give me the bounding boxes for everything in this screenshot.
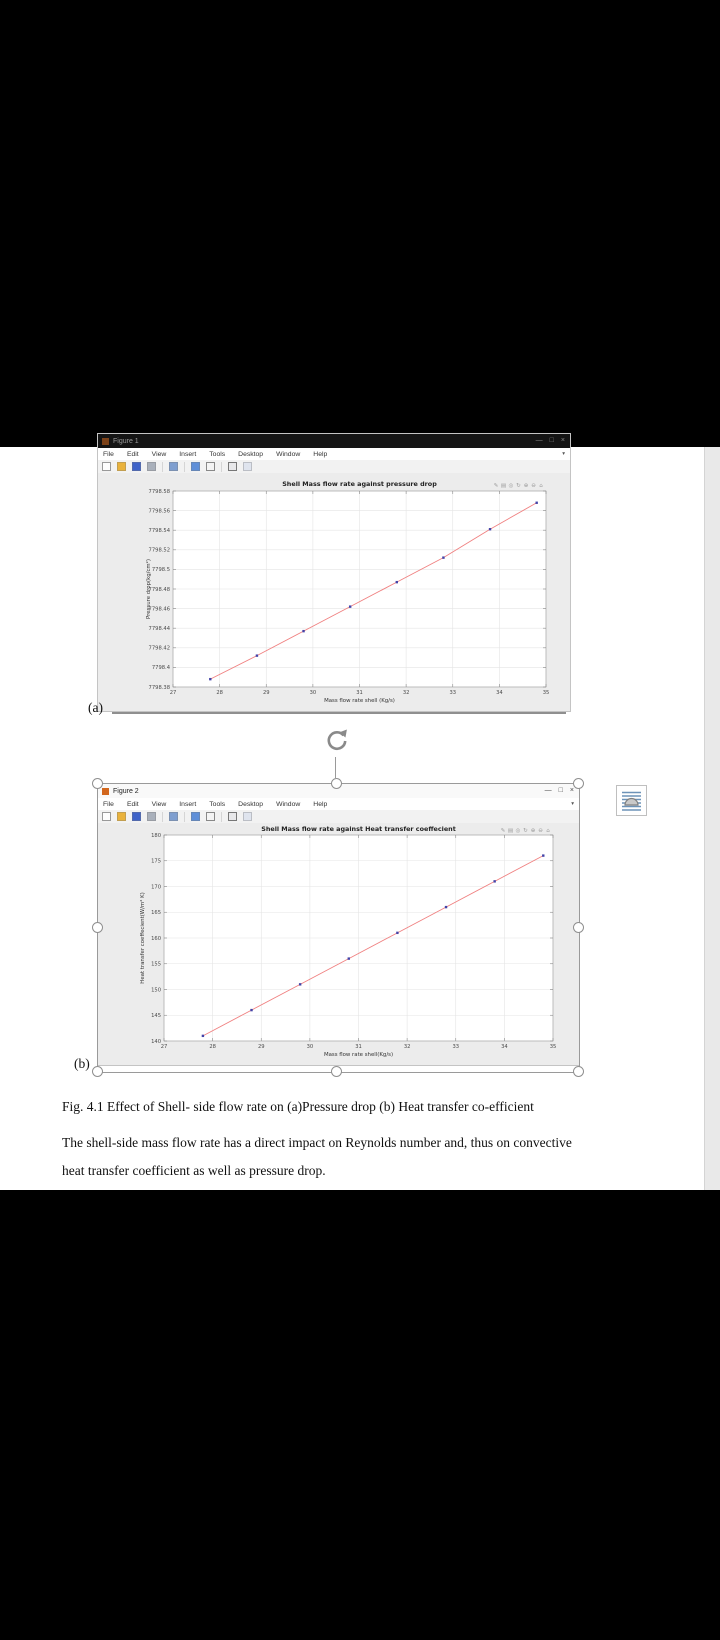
edit-plot-icon[interactable]: ✎ xyxy=(493,483,499,489)
minimize-icon[interactable]: — xyxy=(535,437,543,444)
rotation-handle-stem xyxy=(335,757,336,778)
svg-text:29: 29 xyxy=(257,1044,265,1050)
window-title: Figure 2 xyxy=(113,787,139,795)
figure1-titlebar xyxy=(98,434,570,448)
svg-text:175: 175 xyxy=(151,858,161,865)
toolbar-separator xyxy=(184,462,185,472)
edit-plot-icon[interactable] xyxy=(228,462,237,471)
figure1-menubar xyxy=(98,448,570,460)
svg-text:31: 31 xyxy=(356,690,363,696)
menu-item-help[interactable]: Help xyxy=(313,800,328,808)
zoom-out-icon[interactable]: ⊖ xyxy=(531,483,536,489)
svg-text:7798.38: 7798.38 xyxy=(148,684,170,691)
svg-text:28: 28 xyxy=(216,690,223,696)
selection-handle-top-left[interactable] xyxy=(92,778,103,789)
matlab-figure2-window xyxy=(97,783,580,1066)
text-wrap-icon xyxy=(621,790,642,811)
menu-overflow-icon[interactable]: ▾ xyxy=(562,451,565,457)
selection-handle-top-center[interactable] xyxy=(331,778,342,789)
data-cursor-icon[interactable] xyxy=(243,812,252,821)
figure-a-divider-line xyxy=(112,712,566,714)
link-plot-icon[interactable] xyxy=(169,812,178,821)
menu-item-desktop[interactable]: Desktop xyxy=(238,800,264,808)
restore-view-icon[interactable]: ⌂ xyxy=(539,483,543,489)
toolbar-separator xyxy=(221,462,222,472)
toolbar-separator xyxy=(184,812,185,822)
menu-item-window[interactable]: Window xyxy=(276,450,301,458)
svg-text:Shell Mass flow rate against H: Shell Mass flow rate against Heat transfer coeffecient xyxy=(261,825,456,833)
svg-text:32: 32 xyxy=(403,1044,411,1050)
rotate-handle-icon[interactable] xyxy=(321,726,351,756)
layout-options-button[interactable] xyxy=(616,785,647,816)
brush-data-icon[interactable]: ▤ xyxy=(507,828,514,834)
minimize-icon[interactable]: — xyxy=(544,787,552,794)
maximize-icon[interactable]: □ xyxy=(558,787,563,794)
open-file-icon[interactable] xyxy=(117,462,126,471)
maximize-icon[interactable]: □ xyxy=(549,437,554,444)
svg-text:7798.42: 7798.42 xyxy=(148,645,170,652)
matlab-app-icon xyxy=(102,788,109,795)
selection-handle-middle-right[interactable] xyxy=(573,922,584,933)
body-paragraph-line2: heat transfer coefficient as well as pressure drop. xyxy=(62,1163,326,1178)
svg-text:34: 34 xyxy=(496,690,503,696)
figure2-plot-area xyxy=(98,823,579,1065)
selection-handle-bottom-left[interactable] xyxy=(92,1066,103,1077)
svg-text:7798.56: 7798.56 xyxy=(148,508,170,515)
heat-transfer-chart xyxy=(98,823,581,1067)
pressure-drop-chart xyxy=(98,473,572,713)
svg-text:27: 27 xyxy=(169,690,177,696)
menu-item-insert[interactable]: Insert xyxy=(179,450,197,458)
svg-text:155: 155 xyxy=(151,961,161,968)
svg-text:170: 170 xyxy=(151,884,161,891)
menu-item-file[interactable]: File xyxy=(103,800,114,808)
selection-handle-bottom-right[interactable] xyxy=(573,1066,584,1077)
toolbar-separator xyxy=(221,812,222,822)
link-plot-icon[interactable] xyxy=(169,462,178,471)
svg-text:29: 29 xyxy=(262,690,270,696)
scrollbar[interactable] xyxy=(704,447,720,1190)
svg-text:7798.4: 7798.4 xyxy=(151,665,170,672)
svg-text:33: 33 xyxy=(452,1044,460,1050)
svg-text:33: 33 xyxy=(449,690,457,696)
menu-item-insert[interactable]: Insert xyxy=(179,800,197,808)
selection-handle-bottom-center[interactable] xyxy=(331,1066,342,1077)
zoom-in-icon[interactable]: ⊕ xyxy=(523,483,529,489)
window-buttons xyxy=(545,784,574,798)
window-title: Figure 1 xyxy=(113,437,139,445)
svg-text:150: 150 xyxy=(151,987,161,994)
svg-text:7798.54: 7798.54 xyxy=(148,528,170,534)
close-icon[interactable]: × xyxy=(560,437,565,444)
save-figure-icon[interactable] xyxy=(132,462,141,471)
menu-item-edit[interactable]: Edit xyxy=(126,800,139,808)
matlab-figure1-window xyxy=(97,433,571,712)
svg-text:Mass flow rate shell(Kg/s): Mass flow rate shell(Kg/s) xyxy=(323,1052,394,1058)
data-cursor-icon[interactable] xyxy=(243,462,252,471)
edit-plot-icon[interactable] xyxy=(228,812,237,821)
menu-item-desktop[interactable]: Desktop xyxy=(238,450,264,458)
print-figure-icon[interactable] xyxy=(147,462,156,471)
svg-text:7798.46: 7798.46 xyxy=(148,606,170,613)
zoom-in-icon[interactable]: ⊕ xyxy=(530,828,536,834)
svg-text:180: 180 xyxy=(151,832,161,839)
selection-handle-middle-left[interactable] xyxy=(92,922,103,933)
insert-legend-icon[interactable] xyxy=(206,462,215,471)
new-figure-icon[interactable] xyxy=(102,462,111,471)
figure-label-b: (b) xyxy=(74,1056,90,1071)
data-tips-icon[interactable]: ◎ xyxy=(515,828,521,834)
window-buttons xyxy=(536,434,565,448)
insert-colorbar-icon[interactable] xyxy=(191,812,200,821)
svg-text:Shell Mass flow rate against p: Shell Mass flow rate against pressure drop xyxy=(282,480,437,488)
svg-text:7798.5: 7798.5 xyxy=(151,567,170,574)
svg-text:165: 165 xyxy=(151,910,161,917)
open-file-icon[interactable] xyxy=(117,812,126,821)
figure1-plot-area xyxy=(98,473,570,711)
svg-text:Heat transfer coeffecient(W/m²: Heat transfer coeffecient(W/m² K) xyxy=(140,892,146,984)
insert-legend-icon[interactable] xyxy=(206,812,215,821)
matlab-app-icon xyxy=(102,438,109,445)
svg-text:7798.52: 7798.52 xyxy=(148,547,170,554)
restore-view-icon[interactable]: ⌂ xyxy=(546,828,550,834)
menu-item-help[interactable]: Help xyxy=(313,450,328,458)
data-tips-icon[interactable]: ◎ xyxy=(508,483,514,489)
rotate-3d-icon[interactable]: ↻ xyxy=(523,828,528,834)
rotate-3d-icon[interactable]: ↻ xyxy=(516,483,521,489)
zoom-out-icon[interactable]: ⊖ xyxy=(538,828,543,834)
edit-plot-icon[interactable]: ✎ xyxy=(500,828,506,834)
menu-item-tools[interactable]: Tools xyxy=(209,800,226,808)
svg-text:30: 30 xyxy=(309,690,317,696)
menu-overflow-icon[interactable]: ▾ xyxy=(571,801,574,807)
body-paragraph-line1: The shell-side mass flow rate has a direct impact on Reynolds number and, thus on convective xyxy=(62,1135,572,1150)
menu-item-window[interactable]: Window xyxy=(276,800,301,808)
figure-caption: Fig. 4.1 Effect of Shell- side flow rate on (a)Pressure drop (b) Heat transfer co-efficient xyxy=(62,1099,534,1114)
svg-text:34: 34 xyxy=(501,1044,508,1050)
svg-text:160: 160 xyxy=(151,935,161,942)
figure1-toolbar xyxy=(98,460,570,474)
menu-item-view[interactable]: View xyxy=(151,800,167,808)
svg-text:145: 145 xyxy=(151,1013,161,1020)
brush-data-icon[interactable]: ▤ xyxy=(500,483,507,489)
svg-text:32: 32 xyxy=(402,690,410,696)
toolbar-separator xyxy=(162,462,163,472)
close-icon[interactable]: × xyxy=(569,787,574,794)
svg-text:35: 35 xyxy=(549,1044,557,1050)
svg-text:Pressure drop(kg/cm²): Pressure drop(kg/cm²) xyxy=(146,559,152,619)
svg-text:140: 140 xyxy=(151,1038,161,1045)
menu-item-file[interactable]: File xyxy=(103,450,114,458)
svg-text:35: 35 xyxy=(542,690,550,696)
svg-text:31: 31 xyxy=(355,1044,362,1050)
menu-item-view[interactable]: View xyxy=(151,450,167,458)
menu-item-tools[interactable]: Tools xyxy=(209,450,226,458)
figure2-toolbar xyxy=(98,810,579,824)
svg-text:Mass flow rate shell (Kg/s): Mass flow rate shell (Kg/s) xyxy=(324,698,395,704)
toolbar-separator xyxy=(162,812,163,822)
figure-label-a: (a) xyxy=(88,700,103,715)
insert-colorbar-icon[interactable] xyxy=(191,462,200,471)
svg-text:7798.44: 7798.44 xyxy=(148,626,170,632)
svg-text:7798.58: 7798.58 xyxy=(148,488,170,495)
menu-item-edit[interactable]: Edit xyxy=(126,450,139,458)
save-figure-icon[interactable] xyxy=(132,812,141,821)
svg-text:27: 27 xyxy=(160,1044,168,1050)
selection-handle-top-right[interactable] xyxy=(573,778,584,789)
svg-text:7798.48: 7798.48 xyxy=(148,586,170,593)
new-figure-icon[interactable] xyxy=(102,812,111,821)
figure2-menubar xyxy=(98,798,579,810)
print-figure-icon[interactable] xyxy=(147,812,156,821)
svg-text:28: 28 xyxy=(209,1044,216,1050)
svg-text:30: 30 xyxy=(306,1044,314,1050)
